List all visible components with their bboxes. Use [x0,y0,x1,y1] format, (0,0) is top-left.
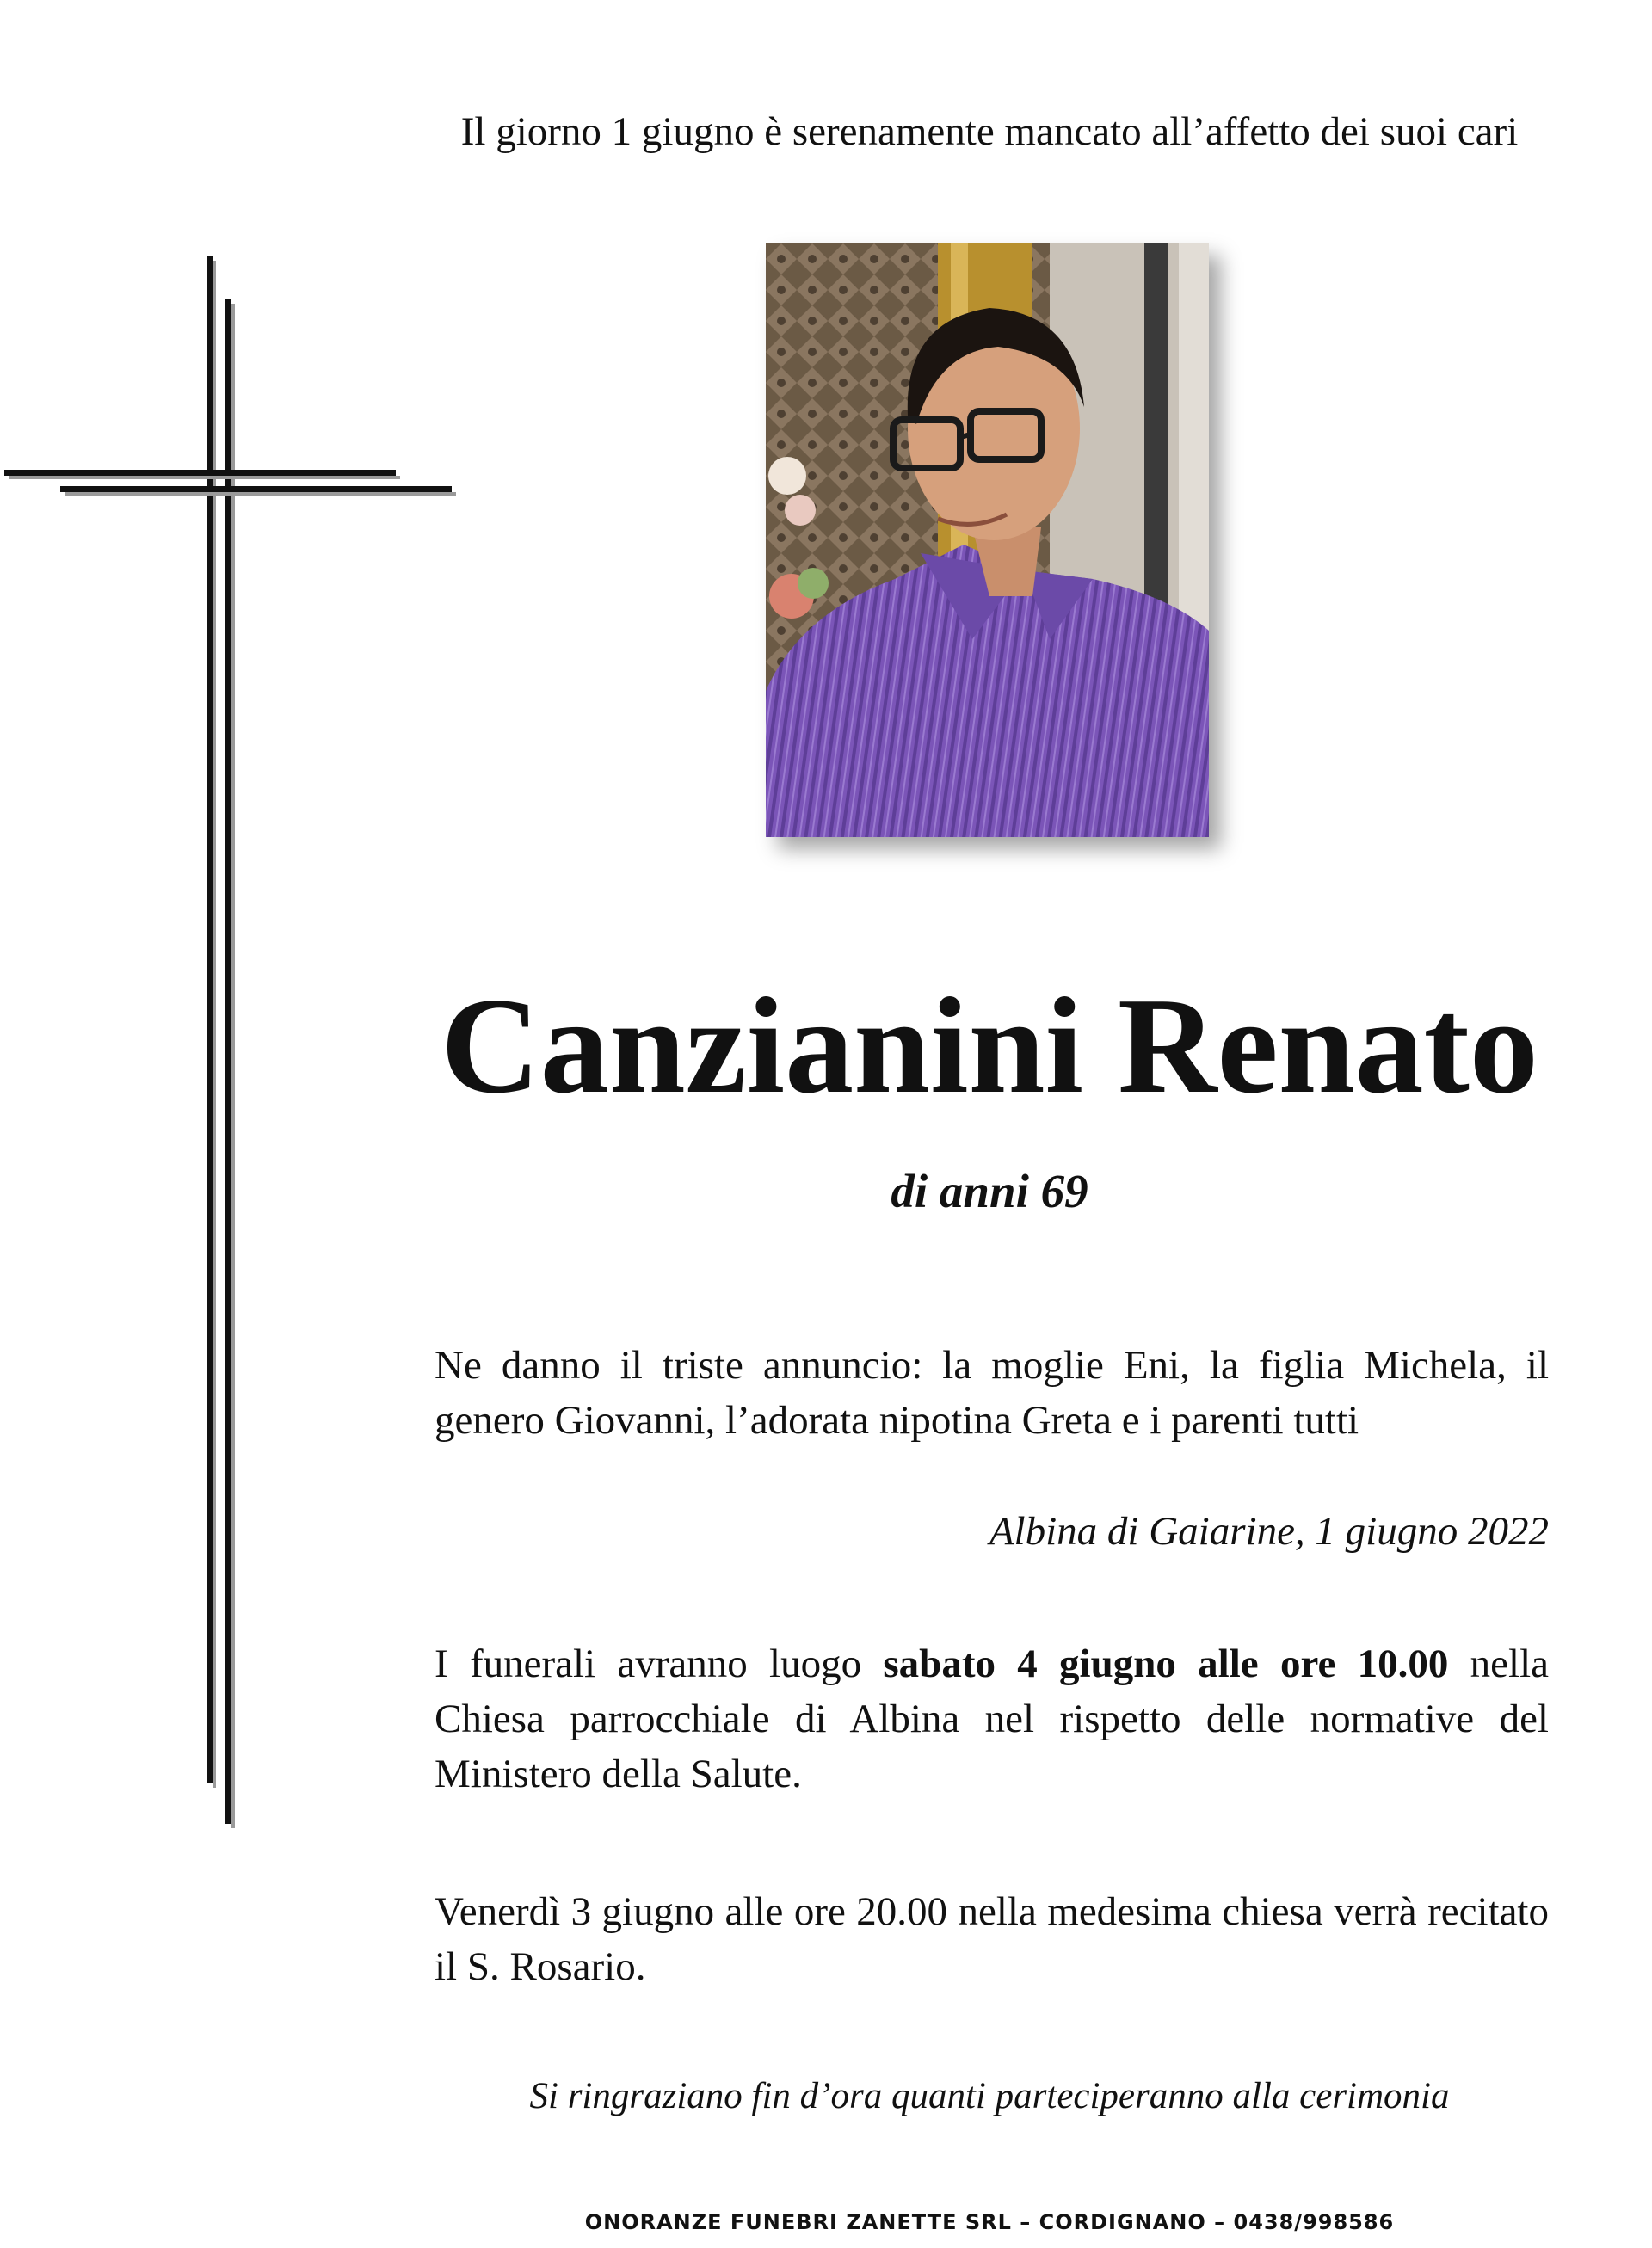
place-date-text: Albina di Gaiarine, 1 giugno 2022 [989,1509,1549,1554]
funeral-datetime: sabato 4 giugno alle ore 10.00 [883,1641,1449,1686]
thanks-text: Si ringraziano fin d’ora quanti parteciperanno alla cerimonia [529,2076,1450,2116]
deceased-name: Canzianini Renato [441,969,1538,1122]
funeral-text [435,1636,1549,1801]
portrait-photo [766,243,1209,837]
intro-text: Il giorno 1 giugno è serenamente mancato all’affetto dei suoi cari [460,109,1519,154]
age-text: di anni 69 [891,1165,1088,1217]
cross-icon [0,0,482,1841]
announcement-text: Ne danno il triste annuncio: la moglie Eni, la figlia Michela, il genero Giovanni, l’adorata nipotina Greta e i parenti tutti [435,1343,1549,1443]
funeral-text-after: nella Chiesa parrocchiale di Albina nel rispetto delle normative del Ministero della Salute. [435,1641,1549,1796]
funeral-home-footer: ONORANZE FUNEBRI ZANETTE SRL – CORDIGNANO – 0438/998586 [584,2210,1395,2234]
rosary-text: Venerdì 3 giugno alle ore 20.00 nella medesima chiesa verrà recitato il S. Rosario. [435,1889,1549,1989]
funeral-text-before: I funerali avranno luogo [435,1641,884,1686]
